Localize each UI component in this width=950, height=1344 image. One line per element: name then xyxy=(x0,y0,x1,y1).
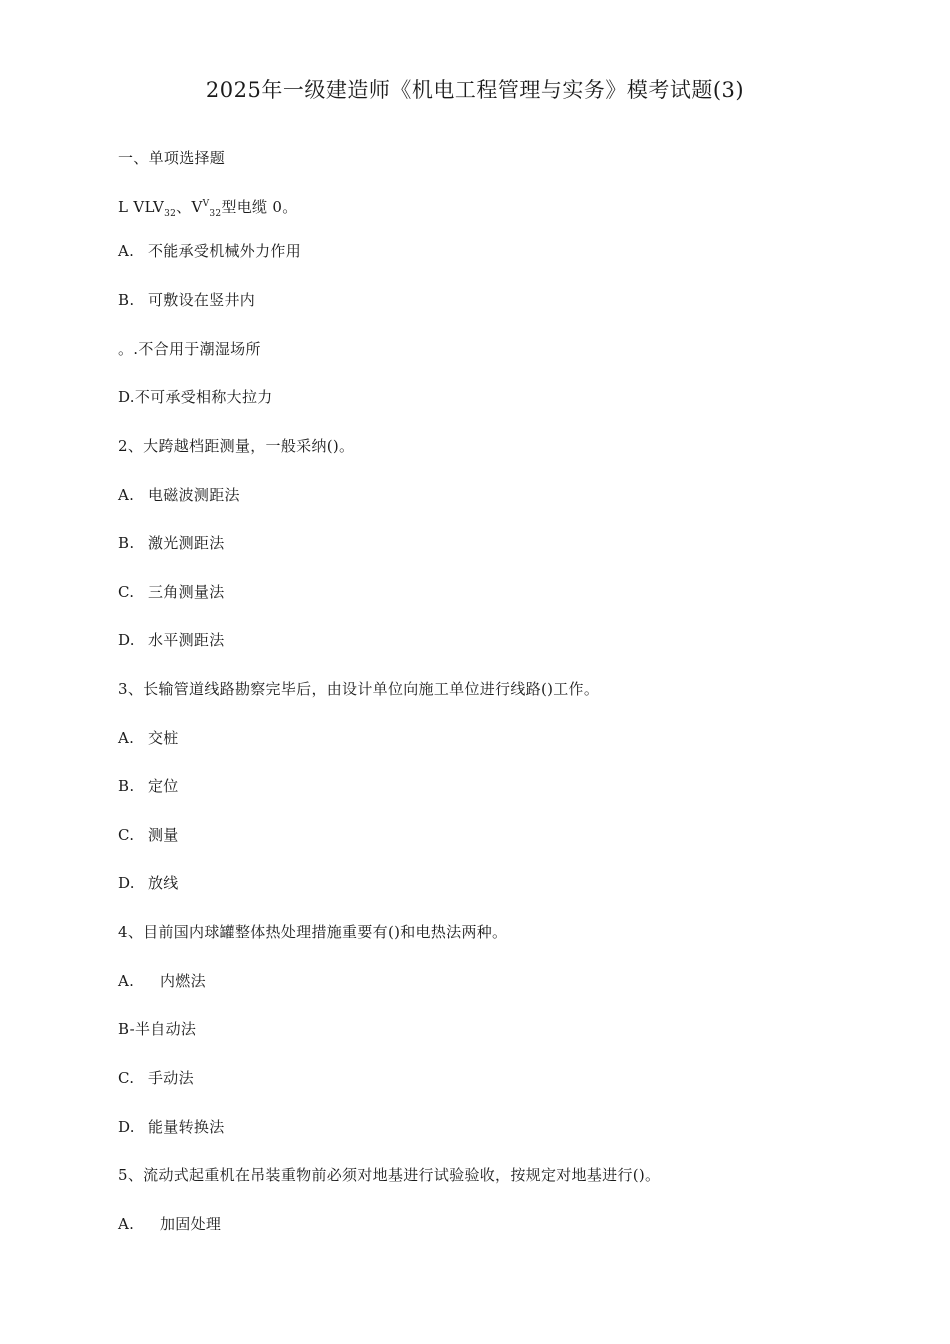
option-letter: B. xyxy=(118,291,135,309)
question-3-stem: 3、长输管道线路勘察完毕后，由设计单位向施工单位进行线路()工作。 xyxy=(118,680,600,698)
question-4-stem: 4、目前国内球罐整体热处理措施重要有()和电热法两种。 xyxy=(118,923,508,941)
question-2-option-d xyxy=(118,630,225,650)
question-3-option-d xyxy=(118,873,179,893)
option-text: 手动法 xyxy=(148,1069,194,1087)
option-letter: A. xyxy=(118,242,135,260)
question-4-option-b xyxy=(118,1019,196,1039)
option-letter: D. xyxy=(118,874,135,892)
question-2-option-c xyxy=(118,582,225,602)
question-1-option-c xyxy=(118,339,261,359)
option-letter: A. xyxy=(118,486,135,504)
option-text: D.不可承受相称大拉力 xyxy=(118,388,273,406)
option-text: 加固处理 xyxy=(160,1215,222,1233)
option-letter: C. xyxy=(118,583,135,601)
question-1-option-b xyxy=(118,290,255,310)
option-text: 能量转换法 xyxy=(148,1118,225,1136)
option-text: 。.不合用于潮湿场所 xyxy=(118,340,261,358)
option-letter: D. xyxy=(118,631,135,649)
q1-stem-superscript: V xyxy=(202,199,210,209)
q1-stem-subscript-2: 32 xyxy=(209,209,222,219)
question-4-option-a xyxy=(118,971,206,991)
q1-stem-suffix: 型电缆 0。 xyxy=(221,198,298,216)
question-2-stem: 2、大跨越档距测量，一般采纳()。 xyxy=(118,437,355,455)
section-heading: 一、单项选择题 xyxy=(118,149,226,167)
question-1-stem xyxy=(118,197,298,217)
option-text: 内燃法 xyxy=(160,972,206,990)
question-4-option-d xyxy=(118,1117,225,1137)
question-3-option-a xyxy=(118,728,179,748)
question-5-stem: 5、流动式起重机在吊装重物前必须对地基进行试验验收，按规定对地基进行()。 xyxy=(118,1166,661,1184)
q1-stem-subscript-1: 32 xyxy=(164,209,177,219)
question-3-option-c xyxy=(118,825,179,845)
option-text: 测量 xyxy=(148,826,179,844)
document-title: 2025年一级建造师《机电工程管理与实务》模考试题(3) xyxy=(205,78,745,102)
question-5-option-a xyxy=(118,1214,221,1234)
question-1-option-d xyxy=(118,387,273,407)
option-letter: B. xyxy=(118,534,135,552)
option-text: 可敷设在竖井内 xyxy=(148,291,256,309)
q1-stem-mid: 、V xyxy=(176,198,203,216)
option-letter: C. xyxy=(118,1069,135,1087)
q1-stem-prefix: L VLV xyxy=(118,198,165,216)
option-text: 交桩 xyxy=(148,729,179,747)
option-text: B-半自动法 xyxy=(118,1020,197,1038)
option-text: 电磁波测距法 xyxy=(148,486,240,504)
option-text: 放线 xyxy=(148,874,179,892)
question-1-option-a xyxy=(118,241,301,261)
option-text: 三角测量法 xyxy=(148,583,225,601)
option-letter: A. xyxy=(118,1215,135,1233)
option-text: 定位 xyxy=(148,777,179,795)
option-text: 激光测距法 xyxy=(148,534,225,552)
option-letter: A. xyxy=(118,972,135,990)
question-2-option-b xyxy=(118,533,225,553)
question-3-option-b xyxy=(118,776,179,796)
option-letter: A. xyxy=(118,729,135,747)
option-text: 水平测距法 xyxy=(148,631,225,649)
option-letter: B. xyxy=(118,777,135,795)
option-letter: D. xyxy=(118,1118,135,1136)
question-4-option-c xyxy=(118,1068,194,1088)
option-text: 不能承受机械外力作用 xyxy=(148,242,302,260)
question-2-option-a xyxy=(118,485,240,505)
option-letter: C. xyxy=(118,826,135,844)
